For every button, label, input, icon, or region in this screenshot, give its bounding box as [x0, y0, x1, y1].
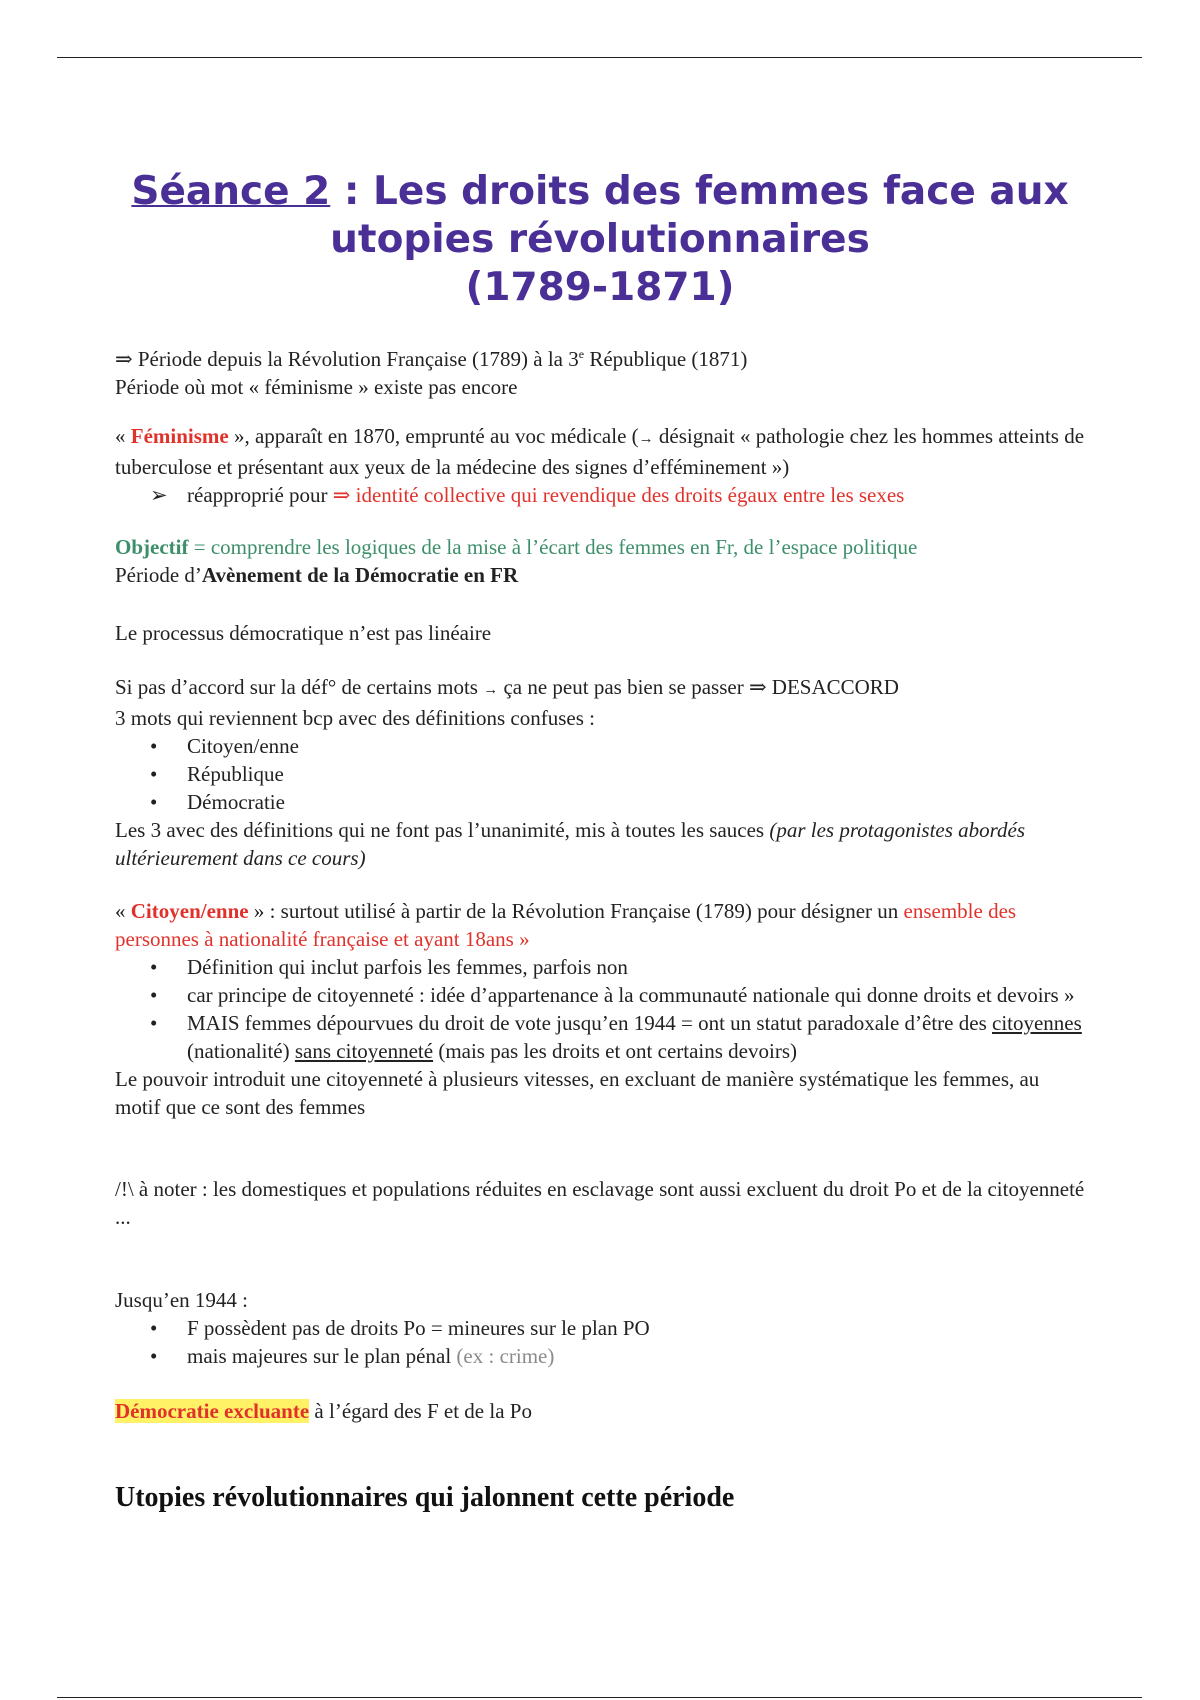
bullet-icon: •: [150, 734, 158, 758]
top-rule: [57, 57, 1142, 58]
bottom-rule: [57, 1697, 1142, 1698]
list-item: • Démocratie: [150, 790, 285, 814]
citoyen-paragraph: « Citoyen/enne » : surtout utilisé à partir de la Révolution Française (1789) pour désigner un ensemble des personnes à nationalité française et ayant 18ans » • Définition qui inclut parfois les femmes, parfois non • car principe de citoyenneté : idée d’appartenance à la communauté nationale qui donne droits et devoirs » • MAIS femmes dépourvues du droit de vote jusqu’en 1944 = ont un statut paradoxale d’être des citoyennes (nationalité) sans citoyenneté (mais pas les droits et ont certains devoirs) Le pouvoir introduit une citoyenneté à plusieurs vitesses, en excluant de manière systématique les femmes, au motif que ce sont des femmes: [115, 897, 1085, 1121]
bullet-icon: •: [150, 790, 158, 814]
keyword-feminisme: Féminisme: [130, 424, 229, 448]
bullet-icon: •: [150, 1316, 158, 1340]
title-dates: (1789-1871): [465, 265, 735, 310]
feminisme-paragraph: « Féminisme », apparaît en 1870, emprunté au voc médicale (→ désignait « pathologie chez les hommes atteints de tuberculose et présentant aux yeux de la médecine des signes d’efféminement ») ➢ réapproprié pour ⇒ identité collective qui revendique des droits égaux entre les sexes: [115, 424, 1085, 507]
title-part1: : Les droits des femmes face aux: [330, 169, 1069, 214]
list-item: • car principe de citoyenneté : idée d’appartenance à la communauté nationale qui donne droits et devoirs »: [150, 983, 1075, 1007]
list-item: • MAIS femmes dépourvues du droit de vote jusqu’en 1944 = ont un statut paradoxale d’être des citoyennes (nationalité) sans citoyenneté (mais pas les droits et ont certains devoirs): [150, 1011, 1082, 1063]
list-item: • Définition qui inclut parfois les femmes, parfois non: [150, 955, 628, 979]
highlight-democratie: Démocratie excluante: [115, 1399, 310, 1423]
bullet-icon: •: [150, 762, 158, 786]
list-item: • mais majeures sur le plan pénal (ex : crime): [150, 1344, 555, 1368]
list-item: • F possèdent pas de droits Po = mineures sur le plan PO: [150, 1316, 650, 1340]
right-arrow-icon: →: [638, 431, 654, 447]
bullet-icon: •: [150, 955, 158, 979]
list-item: ➢ réapproprié pour ⇒ identité collective qui revendique des droits égaux entre les sexes: [150, 483, 905, 507]
bullet-icon: •: [150, 1011, 158, 1035]
jusqu-paragraph: Jusqu’en 1944 : • F possèdent pas de droits Po = mineures sur le plan PO • mais majeures sur le plan pénal (ex : crime): [115, 1286, 1085, 1370]
objectif-paragraph: Objectif = comprendre les logiques de la mise à l’écart des femmes en Fr, de l’espace politique Période d’Avènement de la Démocratie en FR: [115, 535, 918, 587]
right-arrow-icon: →: [483, 682, 499, 698]
intro-paragraph: ⇒ Période depuis la Révolution Française (1789) à la 3e République (1871) Période où mot « féminisme » existe pas encore: [115, 347, 748, 399]
bullet-icon: •: [150, 983, 158, 1007]
processus-line: Le processus démocratique n’est pas linéaire: [115, 621, 492, 645]
keyword-citoyen: Citoyen/enne: [130, 899, 249, 923]
arrow-bullet-icon: ➢: [150, 483, 168, 507]
section-heading: Utopies révolutionnaires qui jalonnent cette période: [115, 1482, 735, 1513]
democratie-line: Démocratie excluante à l’égard des F et de la Po: [115, 1399, 532, 1423]
keyword-objectif: Objectif: [115, 535, 189, 559]
list-item: • République: [150, 762, 284, 786]
bullet-icon: •: [150, 1344, 158, 1368]
implies-arrow: ⇒: [115, 347, 133, 371]
note-paragraph: /!\ à noter : les domestiques et populations réduites en esclavage sont aussi excluent du droit Po et de la citoyenneté ...: [115, 1177, 1085, 1229]
title-part2: utopies révolutionnaires: [330, 217, 870, 262]
list-item: • Citoyen/enne: [150, 734, 299, 758]
accord-paragraph: Si pas d’accord sur la déf° de certains mots → ça ne peut pas bien se passer ⇒ DESACCORD 3 mots qui reviennent bcp avec des définitions confuses : • Citoyen/enne • République • Démocratie Les 3 avec des définitions qui ne font pas l’unanimité, mis à toutes les sauces (par les protagonistes abordés ultérieurement dans ce cours): [115, 673, 1085, 872]
title-seance: Séance 2: [131, 169, 331, 214]
page-title: [115, 168, 1085, 312]
